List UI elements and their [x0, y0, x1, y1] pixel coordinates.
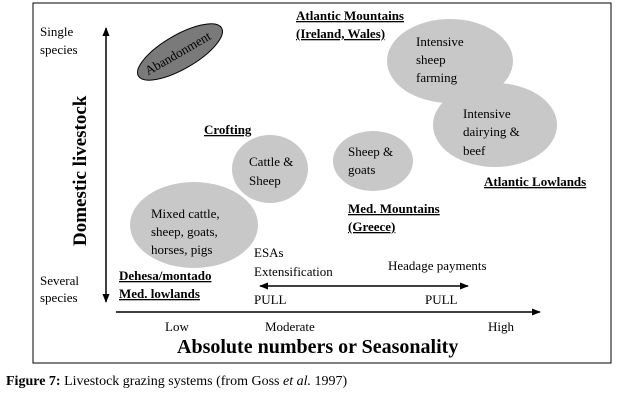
bubble-label-intensive-dairy-1: Intensive — [463, 106, 511, 121]
bubble-label-intensive-sheep-3: farming — [416, 70, 458, 85]
pull-left-label: PULL — [254, 292, 287, 307]
bubble-label-abandonment: Abandonment — [142, 28, 214, 79]
bubble-label-cattle-sheep-1: Cattle & — [249, 154, 294, 169]
bubble-label-intensive-sheep-2: sheep — [416, 52, 446, 67]
x-tick-low: Low — [165, 319, 189, 334]
region-med-mountains-2: (Greece) — [348, 219, 396, 234]
y-axis-label: Domestic livestock — [70, 95, 91, 246]
region-dehesa-1: Dehesa/montado — [119, 268, 212, 283]
bubble-label-mixed-2: sheep, goats, — [151, 224, 218, 239]
y-axis-top-line2: species — [40, 42, 78, 57]
y-axis-bottom-line2: species — [40, 290, 78, 305]
bubble-sheep-goats — [333, 131, 413, 191]
bubble-label-mixed-1: Mixed cattle, — [151, 206, 220, 221]
policy-headage: Headage payments — [388, 258, 487, 273]
region-crofting: Crofting — [204, 122, 252, 137]
bubble-label-sheep-goats-1: Sheep & — [348, 144, 394, 159]
pull-right-label: PULL — [425, 292, 458, 307]
x-tick-moderate: Moderate — [265, 319, 315, 334]
figure-caption — [6, 374, 347, 390]
bubble-label-mixed-3: horses, pigs — [151, 242, 213, 257]
region-atlantic-mountains-2: (Ireland, Wales) — [296, 26, 386, 41]
region-atlantic-lowlands: Atlantic Lowlands — [484, 174, 587, 189]
x-tick-high: High — [488, 319, 514, 334]
bubble-label-cattle-sheep-2: Sheep — [249, 173, 281, 188]
figure-caption-et-al: et al. — [283, 374, 311, 389]
bubble-label-intensive-sheep-1: Intensive — [416, 34, 464, 49]
figure-caption-label: Figure 7: — [6, 374, 61, 389]
bubble-label-intensive-dairy-2: dairying & — [463, 124, 520, 139]
figure-caption-text-after: 1997) — [311, 374, 348, 389]
region-med-mountains-1: Med. Mountains — [348, 201, 440, 216]
region-atlantic-mountains-1: Atlantic Mountains — [296, 8, 404, 23]
bubble-cattle-sheep — [232, 135, 308, 203]
figure-caption-text-before: Livestock grazing systems (from Goss — [60, 374, 283, 389]
bubble-label-intensive-dairy-3: beef — [463, 143, 486, 158]
x-axis-label: Absolute numbers or Seasonality — [177, 336, 459, 358]
policy-esas: ESAs — [254, 245, 284, 260]
bubble-label-sheep-goats-2: goats — [348, 162, 376, 177]
y-axis-top-line1: Single — [40, 24, 74, 39]
region-dehesa-2: Med. lowlands — [119, 286, 200, 301]
y-axis-bottom-line1: Several — [40, 273, 79, 288]
policy-extensification: Extensification — [254, 264, 333, 279]
